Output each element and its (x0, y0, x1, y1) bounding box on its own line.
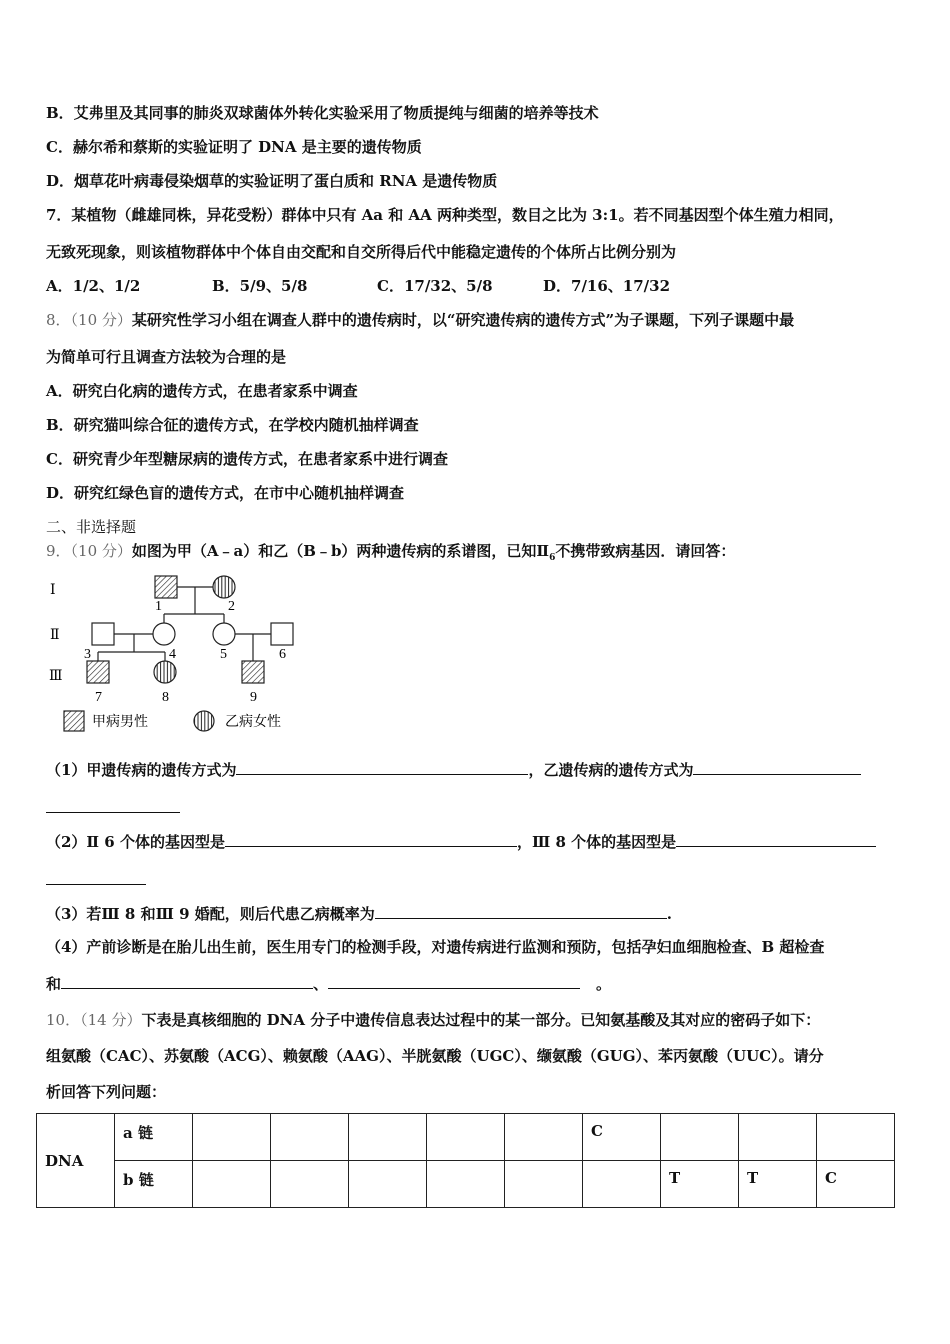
q9-stem (46, 541, 735, 568)
individual-4-female (153, 623, 175, 645)
q9-answer-blank-2-continued[interactable] (46, 798, 180, 813)
q9-part4-continued (46, 974, 611, 994)
individual-3-male (92, 623, 114, 645)
q9-part4-end: 。 (596, 975, 612, 993)
q9-stem-subscript: 6 (549, 553, 556, 563)
q9-part1-text-a: （1）甲遗传病的遗传方式为 (46, 761, 237, 779)
a-chain-cell (661, 1114, 739, 1161)
a-chain-cell (505, 1114, 583, 1161)
individual-6-male (271, 623, 293, 645)
q9-part3 (46, 904, 672, 924)
q8-score: （10 分） (70, 311, 132, 329)
b-chain-cell: T (739, 1161, 817, 1208)
b-chain-cell (349, 1161, 427, 1208)
a-chain-cell: C (583, 1114, 661, 1161)
q10-number: 10． (46, 1011, 81, 1029)
legend-affected-female-label: 乙病女性 (225, 715, 281, 730)
q9-score: （10 分） (70, 542, 132, 560)
pedigree-chart (44, 568, 304, 738)
b-chain-cell (427, 1161, 505, 1208)
q8-stem-text: 某研究性学习小组在调查人群中的遗传病时，以“研究遗传病的遗传方式”为子课题，下列子课题中最 (131, 311, 795, 329)
q9-part2 (46, 832, 876, 852)
q6-option-b: B．艾弗里及其同事的肺炎双球菌体外转化实验采用了物质提纯与细菌的培养等技术 (46, 104, 599, 122)
individual-number-8: 8 (162, 690, 169, 705)
individual-number-2: 2 (228, 599, 235, 614)
q9-part2-text-b: ，Ⅲ 8 个体的基因型是 (516, 833, 677, 851)
a-chain-cell (427, 1114, 505, 1161)
q9-part4-and: 和 (46, 975, 62, 993)
q8-option-d: D．研究红绿色盲的遗传方式，在市中心随机抽样调查 (46, 484, 405, 502)
q8-option-a: A．研究白化病的遗传方式，在患者家系中调查 (46, 382, 358, 400)
a-chain-cell (349, 1114, 427, 1161)
legend-affected-male-swatch (64, 711, 84, 731)
individual-5-female (213, 623, 235, 645)
dna-table-row-b (37, 1161, 895, 1208)
b-chain-cell: C (817, 1161, 895, 1208)
q10-score: （14 分） (80, 1011, 142, 1029)
section-heading: 二、非选择题 (46, 518, 137, 536)
q9-part2-continued (46, 870, 146, 890)
q9-part1-text-b: ，乙遗传病的遗传方式为 (528, 761, 694, 779)
generation-label-iii: Ⅲ (49, 669, 63, 684)
q7-stem-line1: 7．某植物（雌雄同株，异花受粉）群体中只有 Aa 和 AA 两种类型，数目之比为 3:1。若不同基因型个体生殖力相同， (46, 206, 844, 224)
q8-stem-line1 (46, 310, 794, 330)
q9-part3-end: . (666, 905, 672, 923)
individual-number-3: 3 (84, 647, 91, 662)
q10-stem-line1 (46, 1010, 820, 1030)
q6-option-c: C．赫尔希和蔡斯的实验证明了 DNA 是主要的遗传物质 (46, 138, 422, 156)
dna-table-row-a (37, 1114, 895, 1161)
individual-number-1: 1 (155, 599, 162, 614)
legend-affected-male-label: 甲病男性 (92, 715, 148, 730)
q6-option-d: D．烟草花叶病毒侵染烟草的实验证明了蛋白质和 RNA 是遗传物质 (46, 172, 498, 190)
b-chain-cell (271, 1161, 349, 1208)
b-chain-label: b 链 (115, 1161, 193, 1208)
a-chain-cell (271, 1114, 349, 1161)
q9-stem-text-b: 不携带致病基因．请回答： (555, 542, 736, 560)
q8-number: 8． (46, 311, 71, 329)
q9-number: 9． (46, 542, 71, 560)
dna-table (36, 1113, 895, 1208)
individual-number-5: 5 (220, 647, 227, 662)
individual-9-affected-male (242, 661, 264, 683)
q7-option-a: A．1/2、1/2 (46, 277, 141, 295)
q9-part1-continued (46, 798, 180, 818)
q8-option-b: B．研究猫叫综合征的遗传方式，在学校内随机抽样调查 (46, 416, 419, 434)
q10-stem-line3: 析回答下列问题： (46, 1083, 167, 1101)
q9-answer-blank-2[interactable] (693, 760, 861, 775)
q7-option-d: D．7/16、17/32 (543, 277, 671, 295)
a-chain-cell (817, 1114, 895, 1161)
q9-part4: （4）产前诊断是在胎儿出生前，医生用专门的检测手段，对遗传病进行监测和预防，包括孕妇血细胞检查、B 超检查 (46, 938, 825, 956)
q7-options (46, 276, 670, 296)
q7-option-c: C．17/32、5/8 (377, 277, 493, 295)
q9-part1 (46, 760, 861, 780)
q9-answer-blank-1[interactable] (236, 760, 528, 775)
individual-number-6: 6 (279, 647, 286, 662)
generation-label-ii: Ⅱ (50, 628, 60, 643)
q9-answer-blank-5[interactable] (375, 904, 667, 919)
q9-answer-blank-4[interactable] (676, 832, 876, 847)
individual-7-affected-male (87, 661, 109, 683)
b-chain-cell (583, 1161, 661, 1208)
generation-label-i: Ⅰ (50, 583, 56, 598)
q10-stem-line2: 组氨酸（CAC）、苏氨酸（ACG）、赖氨酸（AAG）、半胱氨酸（UGC）、缬氨酸（GUG）、苯丙氨酸（UUC）。请分 (46, 1047, 824, 1065)
q7-stem-line2: 无致死现象，则该植物群体中个体自由交配和自交所得后代中能稳定遗传的个体所占比例分别为 (46, 243, 677, 261)
individual-8-affected-female (154, 661, 176, 683)
b-chain-cell (505, 1161, 583, 1208)
b-chain-cell: T (661, 1161, 739, 1208)
dna-row-label: DNA (37, 1114, 115, 1208)
q9-part2-text-a: （2）Ⅱ 6 个体的基因型是 (46, 833, 225, 851)
q9-answer-blank-7[interactable] (328, 974, 580, 989)
q8-stem-line2: 为简单可行且调查方法较为合理的是 (46, 348, 287, 366)
a-chain-label: a 链 (115, 1114, 193, 1161)
individual-1-affected-male (155, 576, 177, 598)
individual-2-affected-female (213, 576, 235, 598)
individual-number-9: 9 (250, 690, 257, 705)
q9-stem-text-a: 如图为甲（A﹣a）和乙（B﹣b）两种遗传病的系谱图，已知Ⅱ (131, 542, 550, 560)
q9-answer-blank-6[interactable] (61, 974, 313, 989)
a-chain-cell (739, 1114, 817, 1161)
q9-part4-sep: 、 (313, 975, 329, 993)
individual-number-7: 7 (95, 690, 102, 705)
q9-answer-blank-3[interactable] (225, 832, 517, 847)
q10-stem-text: 下表是真核细胞的 DNA 分子中遗传信息表达过程中的某一部分。已知氨基酸及其对应的密码子如下： (141, 1011, 821, 1029)
a-chain-cell (193, 1114, 271, 1161)
q9-part3-text: （3）若Ⅲ 8 和Ⅲ 9 婚配，则后代患乙病概率为 (46, 905, 375, 923)
q8-option-c: C．研究青少年型糖尿病的遗传方式，在患者家系中进行调查 (46, 450, 448, 468)
legend-affected-female-swatch (194, 711, 214, 731)
individual-number-4: 4 (169, 647, 176, 662)
q9-answer-blank-4-continued[interactable] (46, 870, 146, 885)
q7-option-b: B．5/9、5/8 (212, 277, 308, 295)
b-chain-cell (193, 1161, 271, 1208)
